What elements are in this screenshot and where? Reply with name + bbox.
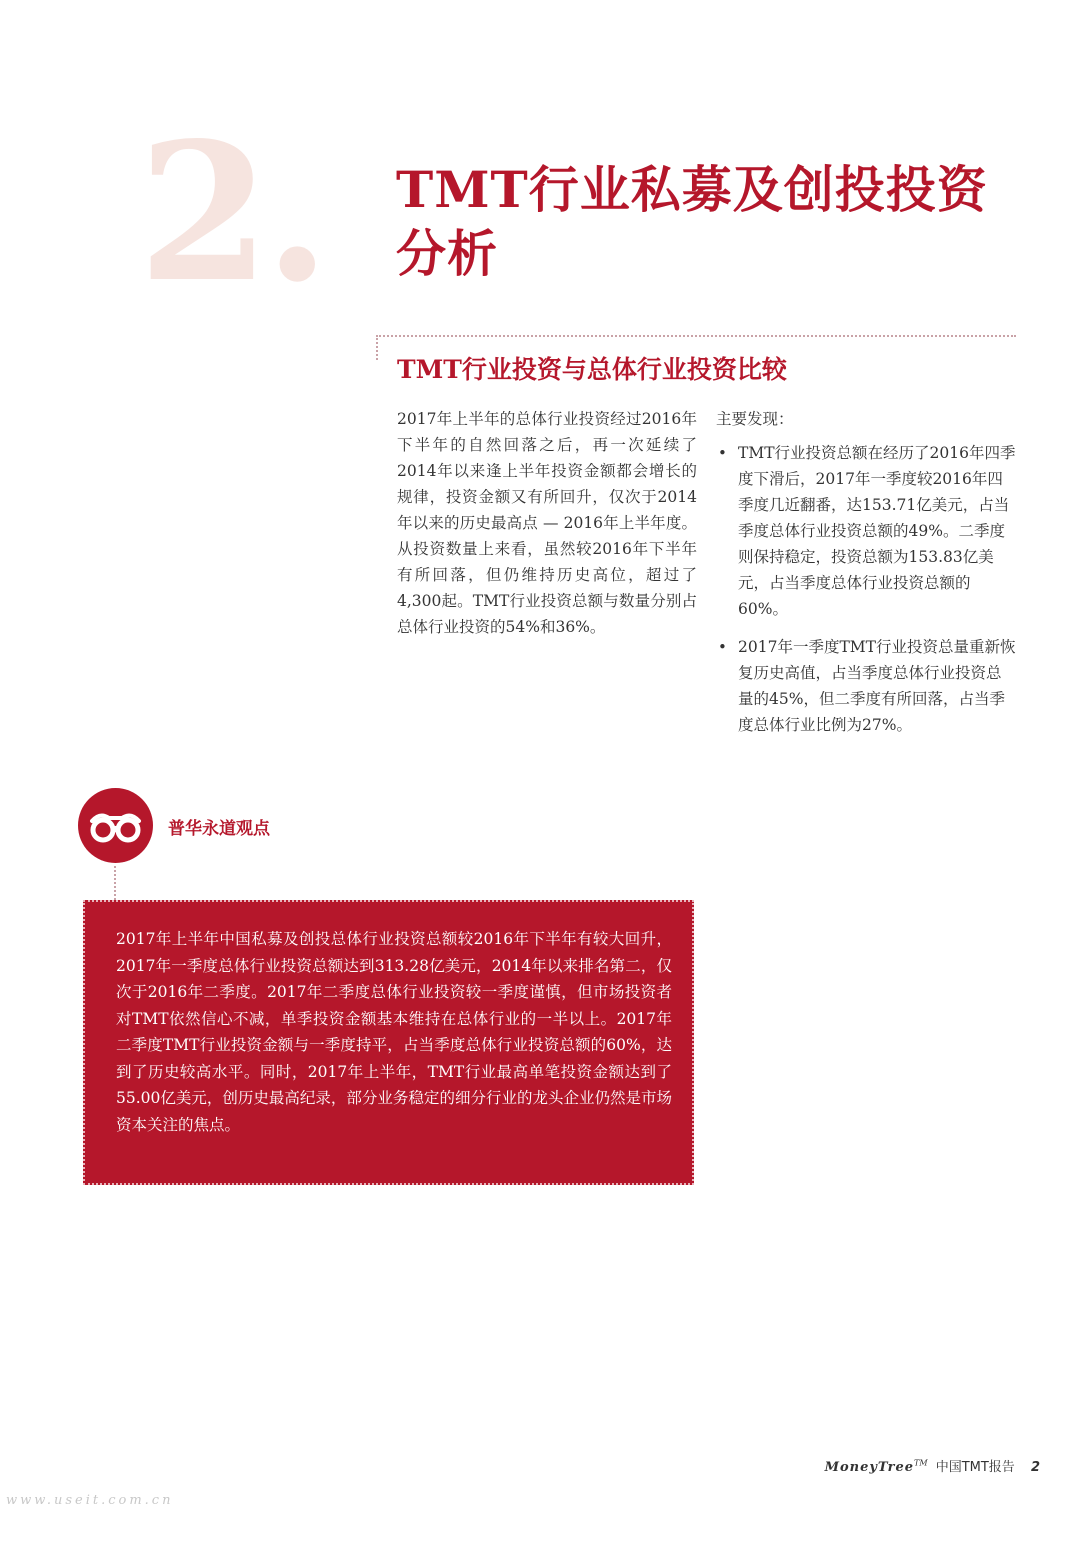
dotted-connector	[114, 866, 116, 900]
finding-text: TMT行业投资总额在经历了2016年四季度下滑后，2017年一季度较2016年四季度几近翻番，达153.71亿美元，占当季度总体行业投资总额的49%。二季度则保持稳定，投资总额为153.83亿美元，占当季度总体行业投资总额的60%。	[738, 444, 1016, 618]
viewpoint-text: 2017年上半年中国私募及创投总体行业投资总额较2016年下半年有较大回升，2017年一季度总体行业投资总额达到313.28亿美元，2014年以来排名第二，仅次于2016年二季度。2017年二季度总体行业投资较一季度谨慎，但市场投资者对TMT依然信心不减，单季投资金额基本维持在总体行业的一半以上。2017年二季度TMT行业投资金额与一季度持平，占当季度总体行业投资总额的60%，达到了历史较高水平。同时，2017年上半年，TMT行业最高单笔投资金额达到了55.00亿美元，创历史最高纪录，部分业务稳定的细分行业的龙头企业仍然是市场资本关注的焦点。	[116, 930, 672, 1134]
footer-trademark: TM	[914, 1458, 928, 1468]
viewpoint-label: 普华永道观点	[168, 819, 270, 839]
chapter-title: TMT行业私募及创投投资分析	[396, 160, 988, 283]
section-title: TMT行业投资与总体行业投资比较	[397, 355, 787, 384]
page-footer	[780, 1456, 1040, 1475]
bullet-icon: •	[718, 638, 727, 656]
chapter-number: 2.	[138, 101, 325, 324]
finding-text: 2017年一季度TMT行业投资总量重新恢复历史高值，占当季度总体行业投资总量的45%，但二季度有所回落，占当季度总体行业比例为27%。	[738, 638, 1016, 734]
binoculars-icon	[78, 788, 153, 863]
key-findings	[716, 406, 1016, 750]
footer-brand: MoneyTree	[824, 1460, 915, 1475]
finding-item	[716, 634, 1016, 738]
bullet-icon: •	[718, 444, 727, 462]
key-findings-list	[716, 440, 1016, 738]
section-paragraph: 2017年上半年的总体行业投资经过2016年下半年的自然回落之后，再一次延续了2014年以来逢上半年投资金额都会增长的规律，投资金额又有所回升，仅次于2014年以来的历史最高点 — 2016年上半年度。从投资数量上来看，虽然较2016年下半年有所回落，但仍维持历史高位，超过了4,300起。TMT行业投资总额与数量分别占总体行业投资的54%和36%。	[397, 410, 697, 636]
footer-report-name: 中国TMT报告	[935, 1460, 1015, 1475]
page-number: 2	[1030, 1460, 1040, 1475]
dotted-divider	[376, 335, 1016, 337]
finding-item	[716, 440, 1016, 622]
key-findings-heading: 主要发现：	[716, 410, 794, 428]
watermark: www.useit.com.cn	[6, 1493, 174, 1508]
dotted-divider-vertical	[376, 338, 378, 360]
